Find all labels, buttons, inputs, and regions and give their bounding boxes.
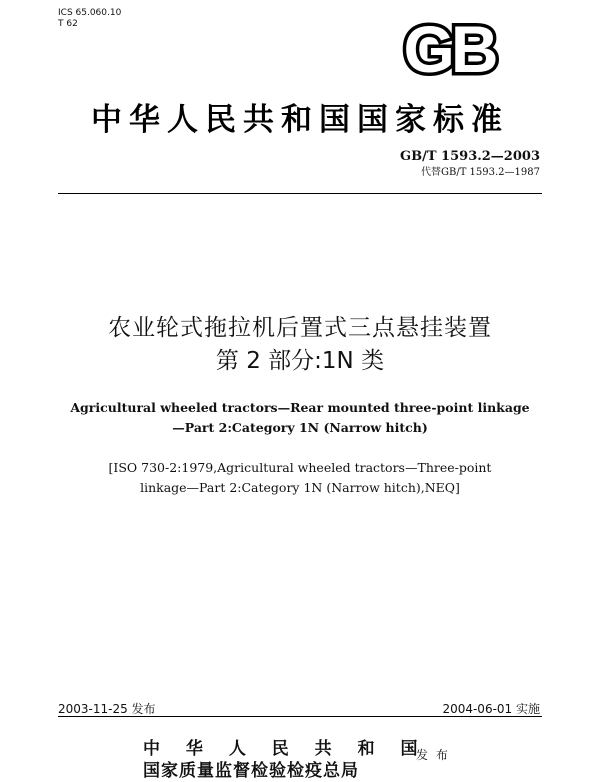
gb-logo-text: GB — [403, 16, 495, 78]
ics-code — [58, 8, 121, 30]
issuer-line2: 国家质量监督检验检疫总局 — [143, 761, 359, 781]
implementation-date: 2004-06-01 实施 — [442, 702, 540, 716]
iso-reference — [0, 458, 600, 498]
en-title-line1: Agricultural wheeled tractors—Rear mounted three-point linkage — [70, 400, 530, 415]
standard-number: GB/T 1593.2—2003 — [400, 149, 540, 164]
issued-label: 发 布 — [416, 748, 450, 762]
standard-title: 中华人民共和国国家标准 — [91, 102, 509, 138]
en-title — [0, 398, 600, 438]
en-title-line2: —Part 2:Category 1N (Narrow hitch) — [172, 420, 428, 435]
ics-line: ICS 65.060.10 — [58, 8, 122, 18]
gb-logo — [392, 16, 507, 78]
category-line: T 62 — [58, 19, 78, 29]
issue-date: 2003-11-25 发布 — [58, 702, 156, 716]
cn-title-line2: 第 2 部分:1N 类 — [215, 348, 385, 374]
header-divider — [58, 193, 542, 194]
issuing-authority — [143, 738, 428, 782]
issuer-line1: 中 华 人 民 共 和 国 — [143, 739, 428, 759]
iso-reference-line1: [ISO 730-2:1979,Agricultural wheeled tractors—Three-point — [108, 460, 492, 475]
cn-title-line1: 农业轮式拖拉机后置式三点悬挂装置 — [108, 315, 492, 341]
replaces-note: 代替GB/T 1593.2—1987 — [421, 167, 540, 178]
footer-divider — [58, 716, 542, 717]
iso-reference-line2: linkage—Part 2:Category 1N (Narrow hitch),NEQ] — [140, 480, 460, 495]
